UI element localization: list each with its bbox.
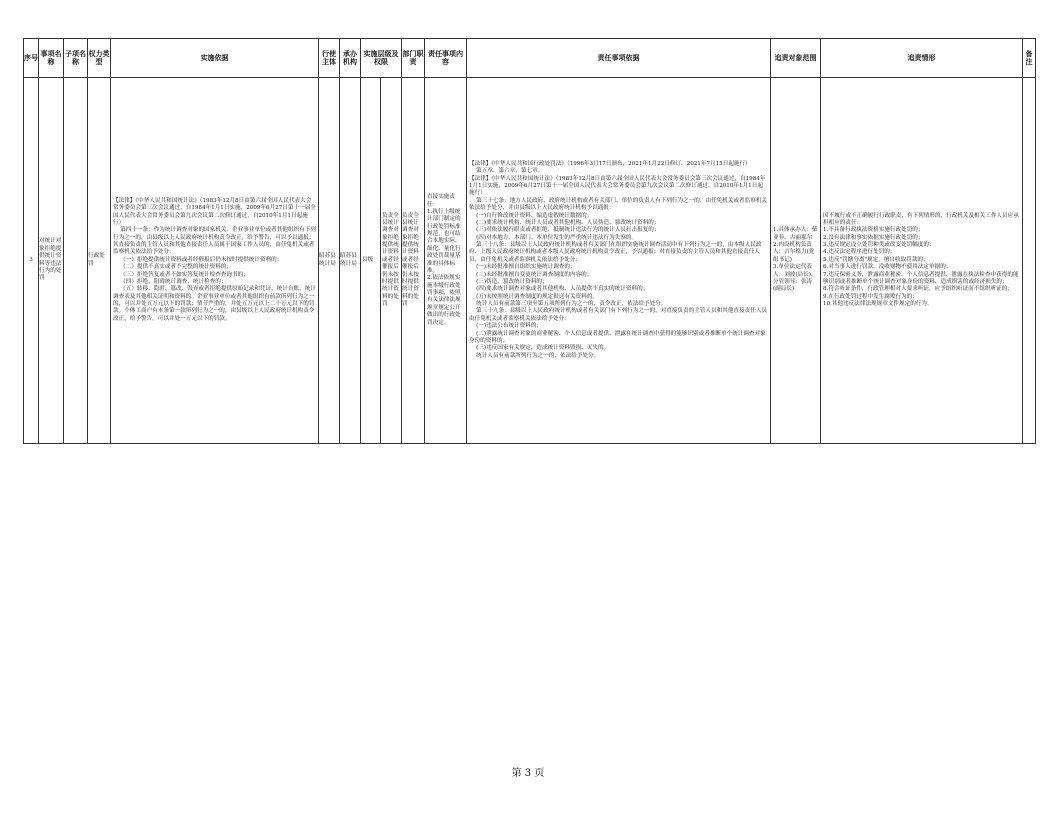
header-undertaker: 承办机构 — [340, 39, 361, 78]
cell-sub-item-name — [64, 78, 88, 444]
account-situation-text: 因不履行或不正确履行行政职责，有下列情形的，行政机关及相关工作人员应承担相应的责任： 1.不具备行政执法资格实施行政处罚的； 2.没有法律和事实依据实施行政处罚的； 3.违反规定设立处罚种类或改变处罚幅度的； 4.违反法定程序进行处罚的； 5.违反"罚缴分离"规定，擅自收取罚款的； 6.对当事人进行罚款，没收财物不使用法定单据的； 7.违反保密义务，泄露商业秘密、个人信息者提供、泄露在执法检查中获得的能够识别或者推断单个统计调查对象身份的资料，造成损害的或经济损失的； 8.符合听证条件，行政管理相对人要求听证，应予组织听证而不组织听证的； 9.在行政处罚过程中发生腐败行为的； 10.其他违反法律法规规章文件规定的行为。 — [823, 212, 1019, 308]
cell-account-situation — [821, 78, 1023, 444]
header-power-type: 权力类型 — [88, 39, 111, 78]
cell-resp-content — [425, 78, 467, 444]
page-number: 第 3 页 — [511, 768, 545, 779]
cell-level — [361, 78, 402, 444]
account-target-text: 1.具体承办人：柴亚菲、古丽那尔 2.内设机构负责人：吉尔格力(党组书记) 3.单位法定代表人：刘波(局长)、分管领导：张涛(副局长) — [773, 227, 818, 293]
basis-text: 【法律】《中华人民共和国统计法》（1983年12月8日由第六届全国人民代表大会常务委员会第三次会议通过，自1984年1月1日实施，2009年6月27日第十一届全国人民代表大会常务委员会第九次会议第二次修订通过，自2010年1月1日起施行） 第四十一条：作为统计调查对象的国家机关、企业事业单位或者其他组织有下列行为之一的，由县级以上人民政府统计机构责令改正，给予警告，可以予以通报；其直接负责的主管人员和其他直接责任人员属于国家工作人员的，由任免机关或者监察机关依法给予处分： （一）拒绝提供统计资料或者经催报后仍未按时提供统计资料的； （二）提供不真实或者不完整的统计资料的； （三）拒绝答复或者不如实答复统计检查查询书的； （四）拒绝、阻碍统计调查、统计检查的； （五）转移、隐匿、篡改、毁弃或者拒绝提供原始记录和凭证、统计台账、统计调查表及其他相关证明和资料的。企业事业单位或者其他组织有前款所列行为之一的，可以并处五万元以下的罚款；情节严重的，并处五万元以上二十万元以下的罚款。个体工商户有本条第一款所列行为之一的，由县级以上人民政府统计机构责令改正，给予警告，可以并处一万元以下的罚款。 — [113, 197, 316, 322]
header-row — [24, 39, 1036, 78]
header-item-name: 事项名称 — [39, 39, 64, 78]
level-duty-text: 负责全县统计调查对象拒绝提供统计资料或者经催报后仍未按时提供统计资料的处罚 — [382, 212, 399, 308]
header-account-situation: 追责情形 — [821, 39, 1023, 78]
header-resp-content: 责任事项内容 — [425, 39, 467, 78]
header-level: 实施层级及权限 — [361, 39, 402, 78]
header-account-target: 追责对象范围 — [771, 39, 821, 78]
cell-basis — [111, 78, 319, 444]
cell-resp-basis — [467, 78, 771, 444]
header-remark: 备注 — [1023, 39, 1036, 78]
header-exercise-subject: 行使主体 — [319, 39, 340, 78]
header-seq: 序号 — [24, 39, 39, 78]
power-list-table — [23, 38, 1036, 444]
cell-remark — [1023, 78, 1036, 444]
header-dept-duty: 部门职责 — [402, 39, 425, 78]
resp-content-text: 直接实施责任： 1.执行上级统计部门制定的行政处罚标准规范，也可结合本地实际，细化、量化行政处罚裁量基准的具体标准。 2.依法依规实施本级行政处罚事项，依照有关法律法规规章规定公开做出的行政处罚决定。 — [427, 194, 461, 326]
cell-seq: 3 — [24, 78, 39, 444]
cell-power-type: 行政处罚 — [88, 78, 111, 444]
header-basis: 实施依据 — [111, 39, 319, 78]
cell-item-name: 对统计对象拒绝提供统计资料等违法行为的处罚 — [39, 78, 64, 444]
cell-undertaker: 昭苏县统计局 — [340, 78, 361, 444]
resp-basis-text: 【法律】《中华人民共和国行政处罚法》（1996年3月17日颁布，2021年1月22日修订，2021年7月15日起施行） 第五章、第六章、第七章。 【法律】《中华人民共和国统计法》（1983年12月8日由第六届全国人民代表大会常务委员会第三次会议通过，自1984年1月1日实施，2009年6月27日第十一届全国人民代表大会常务委员会第九次会议第二次修订通过，自2010年1月1日起施行） 第三十七条：地方人民政府、政府统计机构或者有关部门、单位的负责人有下列行为之一的，由任免机关或者监察机关依法给予处分，并由县级以上人民政府统计机构予以通报： (一)自行修改统计资料、编造虚假统计数据的； (二)要求统计机构、统计人员或者其他机构、人员伪造、篡改统计资料的； (三)对依法履行职责或者拒绝、抵制统计违法行为的统计人员打击报复的； (四)对本地方、本部门、本单位发生的严重统计违法行为失察的。 第三十八条：县级以上人民政府统计机构或者有关部门在组织实施统计调查活动中有下列行为之一的，由本级人民政府、上级人民政府统计机构或者本级人民政府统计机构责令改正，予以通报；对直接负责的主管人员和其他直接责任人员，由任免机关或者监察机关依法给予处分： (一)未经批准擅自组织实施统计调查的； (二)未经批准擅自变更统计调查制度的内容的； (三)伪造、篡改统计资料的； (四)要求统计调查对象或者其他机构、人员提供不真实的统计资料的； (五)未按照统计调查制度的规定报送有关资料的。 统计人员有前款第三项至第五项所列行为之一的，责令改正，依法给予处分。 第三十九条：县级以上人民政府统计机构或者有关部门有下列行为之一的，对直接负责的主管人员和其他直接责任人员由任免机关或者监察机关依法给予处分： (一)违法公布统计资料的； (二)泄露统计调查对象的商业秘密、个人信息或者提供、泄露在统计调查中获得的能够识别或者推断单个统计调查对象身份的资料的； (三)违反国家有关规定，造成统计资料毁损、灭失的。 统计人员有前款所列行为之一的，依法给予处分。 — [469, 160, 768, 359]
cell-account-target — [771, 78, 821, 444]
header-sub-item-name: 子项名称 — [64, 39, 88, 78]
cell-dept-duty: 负责全县统计调查对象拒绝提供统计资料或者经催报后仍未按时提供统计资料的处罚 — [402, 78, 425, 444]
header-resp-basis: 责任事项依据 — [467, 39, 771, 78]
cell-exercise-subject: 昭苏县统计局 — [319, 78, 340, 444]
level-text: 县级 — [362, 256, 374, 263]
table-row — [24, 78, 1036, 444]
